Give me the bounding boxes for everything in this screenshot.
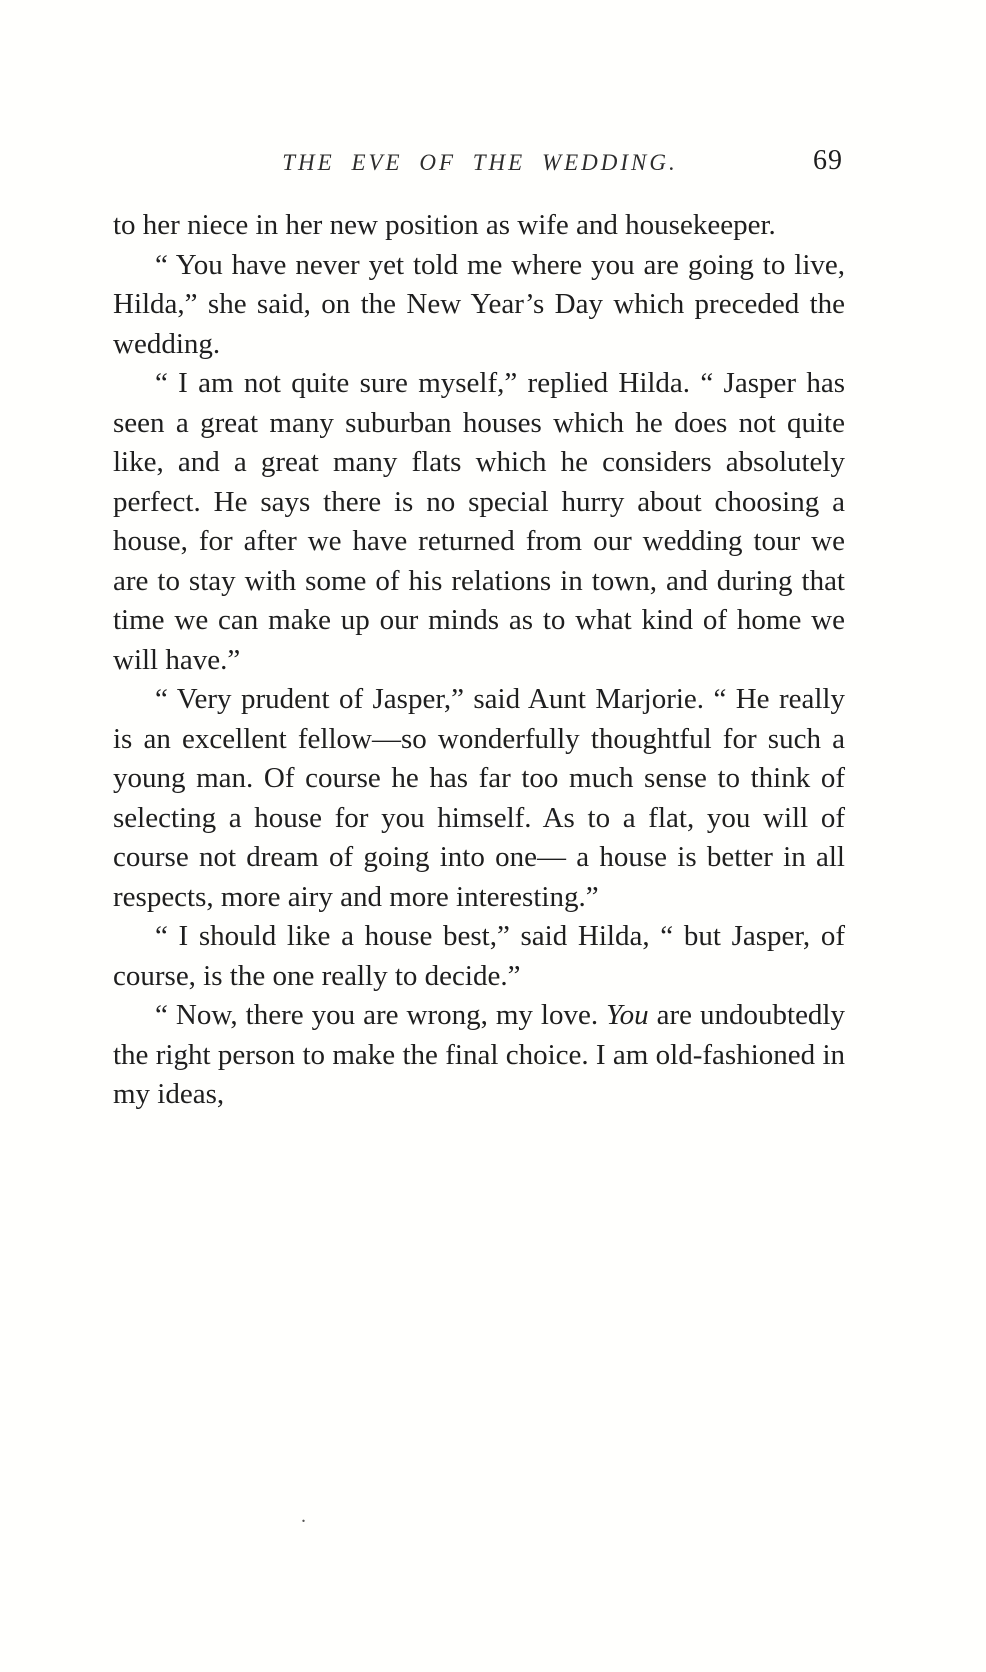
paragraph: “ You have never yet told me where you are going to live, Hilda,” she said, on the New Year’s Day which preceded the wedding. [113, 248, 845, 360]
page-header [115, 145, 845, 176]
paragraph-text: “ Now, there you are wrong, my love. [155, 999, 607, 1031]
page-text [113, 206, 845, 1115]
page-number: 69 [813, 145, 843, 176]
print-artifact-dot: . [301, 1505, 306, 1527]
paragraph-text: are undoubtedly the right person to make the final choice. I am old-fashioned in my ideas, [113, 999, 845, 1110]
paragraph: “ I should like a house best,” said Hilda, “ but Jasper, of course, is the one really to decide.” [113, 920, 845, 992]
paragraph: to her niece in her new position as wife and housekeeper. [113, 209, 776, 241]
paragraph: “ Very prudent of Jasper,” said Aunt Marjorie. “ He really is an excellent fellow—so wonderfully thoughtful for such a young man. Of course he has far too much sense to think of selecting a house for you himself. As to a flat, you will of course not dream of going into one— a house is better in all respects, more airy and more interesting.” [113, 683, 845, 913]
paragraph: “ I am not quite sure myself,” replied Hilda. “ Jasper has seen a great many suburban houses which he does not quite like, and a great many flats which he considers absolutely perfect. He says there is no special hurry about choosing a house, for after we have returned from our wedding tour we are to stay with some of his relations in town, and during that time we can make up our minds as to what kind of home we will have.” [113, 367, 845, 676]
paragraph [113, 996, 845, 1115]
running-title: THE EVE OF THE WEDDING. [282, 150, 678, 175]
emphasized-word: You [606, 999, 649, 1031]
